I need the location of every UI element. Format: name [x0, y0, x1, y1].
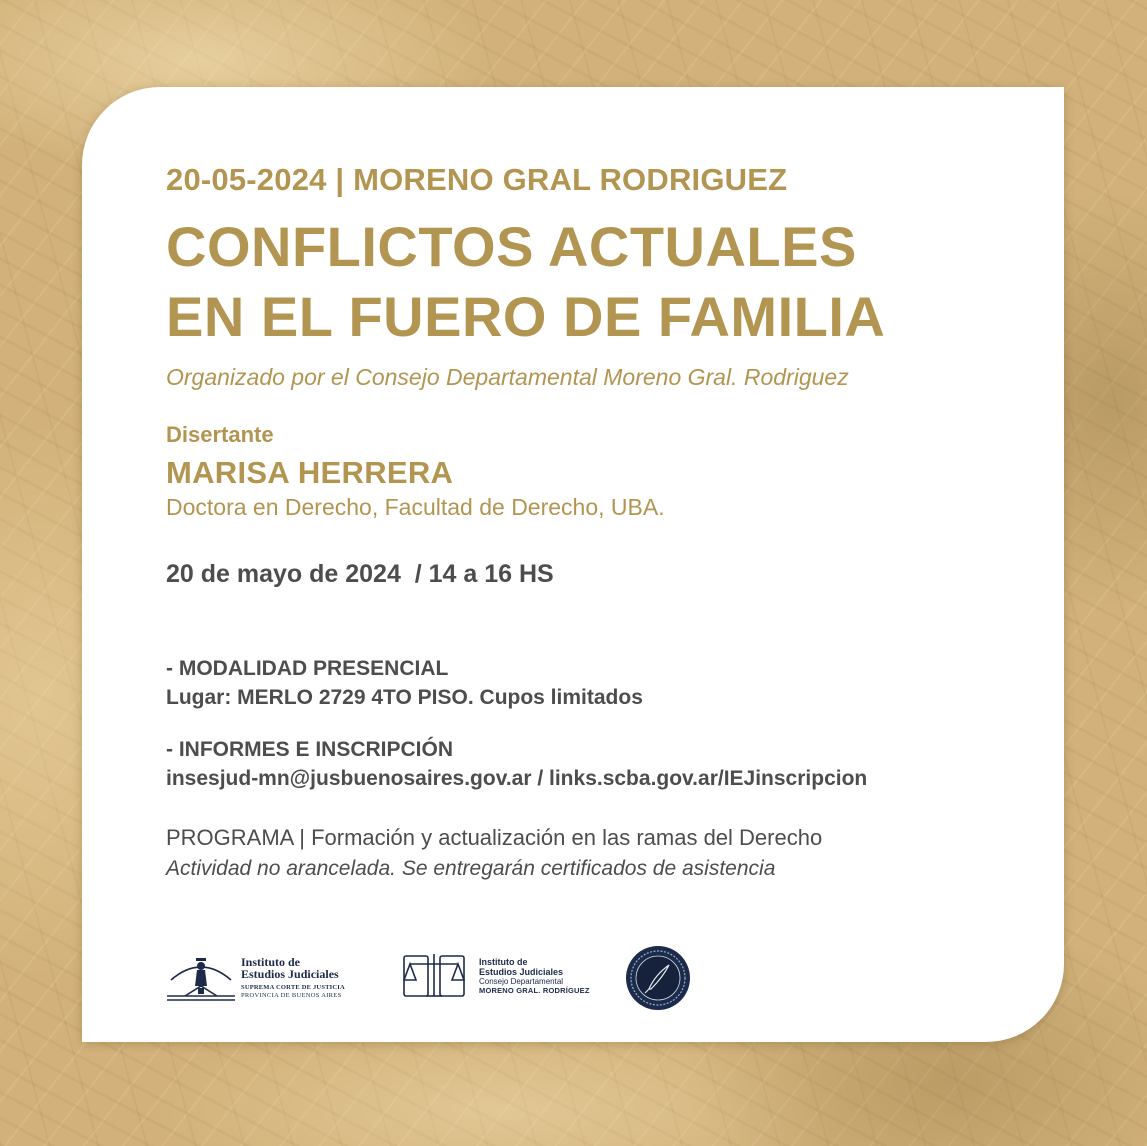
event-schedule: 20 de mayo de 2024 / 14 a 16 HS — [166, 560, 554, 588]
program-note: Actividad no arancelada. Se entregarán certificados de asistencia — [166, 857, 776, 880]
courthouse-emblem-icon — [165, 950, 237, 1005]
consejo-departamental-logo — [398, 950, 608, 1002]
organizer-text: Organizado por el Consejo Departamental Moreno Gral. Rodriguez — [166, 364, 849, 390]
event-title — [166, 212, 885, 352]
speaker-credentials: Doctora en Derecho, Facultad de Derecho, UBA. — [166, 494, 665, 520]
registration-heading: - INFORMES E INSCRIPCIÓN — [166, 738, 454, 761]
event-title-line-2: EN EL FUERO DE FAMILIA — [166, 285, 886, 348]
speaker-role-label: Disertante — [166, 422, 274, 447]
registration-contact[interactable]: insesjud-mn@jusbuenosaires.gov.ar / links.scba.gov.ar/IEJinscripcion — [166, 767, 868, 790]
consejo-logo-text: Instituto de Estudios Judiciales Consejo Departamental MORENO GRAL. RODRÍGUEZ — [479, 957, 590, 995]
iej-logo-text: Instituto de Estudios Judiciales SUPREMA CORTE DE JUSTICIA PROVINCIA DE BUENOS AIRES — [241, 955, 345, 999]
date-location-header: 20-05-2024 | MORENO GRAL RODRIGUEZ — [166, 162, 788, 197]
modality-heading: - MODALIDAD PRESENCIAL — [166, 657, 449, 680]
program-text: PROGRAMA | Formación y actualización en las ramas del Derecho — [166, 825, 823, 850]
event-title-line-1: CONFLICTOS ACTUALES — [166, 215, 857, 278]
modality-details: Lugar: MERLO 2729 4TO PISO. Cupos limitados — [166, 686, 643, 709]
circular-seal-icon — [625, 945, 691, 1011]
scales-justice-icon — [398, 950, 470, 1002]
speaker-name: MARISA HERRERA — [166, 455, 454, 490]
iej-scjba-logo — [165, 950, 365, 1005]
